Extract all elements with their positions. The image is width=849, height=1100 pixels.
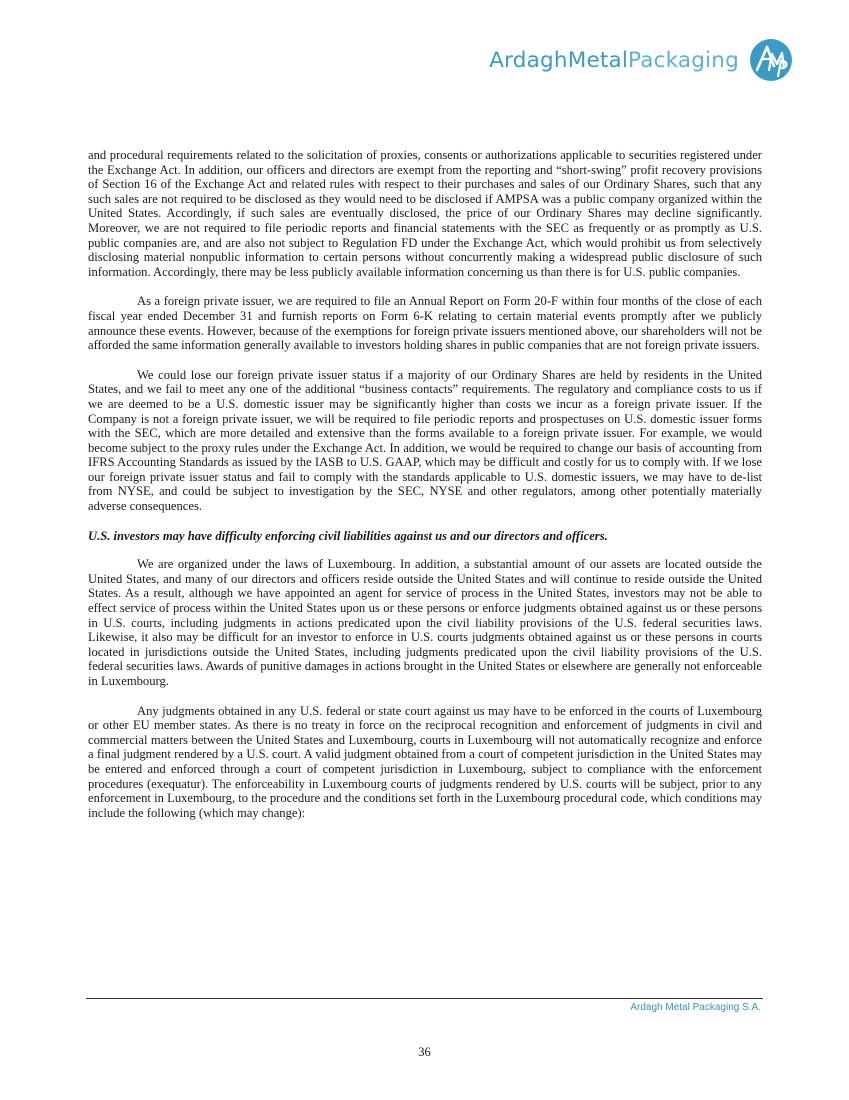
- paragraph-luxembourg-organization: We are organized under the laws of Luxembourg. In addition, a substantial amount of our assets are located outside the United States, and many of our directors and officers reside outside the United States and will continue to reside outside the United States. As a result, although we have appointed an agent for service of process in the United States, investors may not be able to effect service of process within the United States upon us or these persons or enforce judgments obtained against us or these persons in U.S. courts, including judgments in actions predicated upon the civil liability provisions of the U.S. federal securities laws. Likewise, it also may be difficult for an investor to enforce in U.S. courts judgments obtained against us or these persons in courts located in jurisdictions outside the United States, including judgments predicated upon the civil liability provisions of the U.S. federal securities laws. Awards of punitive damages in actions brought in the United States or elsewhere are generally not enforceable in Luxembourg.: [88, 557, 762, 688]
- paragraph-foreign-private-issuer-status: We could lose our foreign private issuer status if a majority of our Ordinary Shares are held by residents in the United States, and we fail to meet any one of the additional “business contacts” requirements. The regulatory and compliance costs to us if we are deemed to be a U.S. domestic issuer may be significantly higher than costs we incur as a foreign private issuer. If the Company is not a foreign private issuer, we will be required to file periodic reports and prospectuses on U.S. domestic issuer forms with the SEC, which are more detailed and extensive than the forms available to a foreign private issuer. For example, we would become subject to the proxy rules under the Exchange Act. In addition, we would be required to change our basis of accounting from IFRS Accounting Standards as issued by the IASB to U.S. GAAP, which may be difficult and costly for us to comply with. If we lose our foreign private issuer status and fail to comply with the standards applicable to U.S. domestic issuers, we may have to de-list from NYSE, and could be subject to investigation by the SEC, NYSE and other regulators, among other potentially materially adverse consequences.: [88, 367, 762, 514]
- paragraph-judgments-enforcement: Any judgments obtained in any U.S. federal or state court against us may have to be enforced in the courts of Luxembourg or other EU member states. As there is no treaty in force on the reciprocal recognition and enforcement of judgments in civil and commercial matters between the United States and Luxembourg, courts in Luxembourg will not automatically recognize and enforce a final judgment rendered by a U.S. court. A valid judgment obtained from a court of competent jurisdiction in the United States may be entered and enforced through a court of competent jurisdiction in Luxembourg, subject to compliance with the enforcement procedures (exequatur). The enforceability in Luxembourg courts of judgments rendered by U.S. courts will be subject, prior to any enforcement in Luxembourg, to the procedure and the conditions set forth in the Luxembourg procedural code, which conditions may include the following (which may change):: [88, 703, 762, 820]
- logo-word-packaging: Packaging: [628, 48, 739, 73]
- paragraph-annual-report: As a foreign private issuer, we are required to file an Annual Report on Form 20-F within four months of the close of each fiscal year ended December 31 and furnish reports on Form 6-K relating to certain material events promptly after we publicly announce these events. However, because of the exemptions for foreign private issuers mentioned above, our shareholders will not be afforded the same information generally available to investors holding shares in public companies that are not foreign private issuers.: [88, 294, 762, 353]
- risk-factor-heading: U.S. investors may have difficulty enforcing civil liabilities against us and our directors and officers.: [88, 528, 608, 543]
- logo-word-ardagh: Ardagh: [489, 48, 568, 73]
- company-logo: [489, 50, 739, 72]
- logo-word-metal: Metal: [567, 48, 629, 73]
- logo-wordmark: [489, 50, 739, 72]
- page-number: 36: [418, 1045, 431, 1059]
- footer-company-name: Ardagh Metal Packaging S.A.: [630, 1002, 761, 1013]
- footer-divider: [86, 998, 763, 999]
- paragraph-continued: and procedural requirements related to the solicitation of proxies, consents or authorizations applicable to securities registered under the Exchange Act. In addition, our officers and directors are exempt from the reporting and “short-swing” profit recovery provisions of Section 16 of the Exchange Act and related rules with respect to their purchases and sales of our Ordinary Shares, such that any such sales are not required to be disclosed as they would need to be disclosed if AMPSA was a public company organized within the United States. Accordingly, if such sales are eventually disclosed, the price of our Ordinary Shares may decline significantly. Moreover, we are not required to file periodic reports and financial statements with the SEC as frequently or as promptly as U.S. public companies are, and are also not subject to Regulation FD under the Exchange Act, which would prohibit us from selectively disclosing material nonpublic information to certain persons without concurrently making a widespread public disclosure of such information. Accordingly, there may be less publicly available information concerning us than there is for U.S. public companies.: [88, 148, 762, 279]
- document-body: [88, 148, 762, 835]
- amp-monogram-icon: [747, 36, 795, 89]
